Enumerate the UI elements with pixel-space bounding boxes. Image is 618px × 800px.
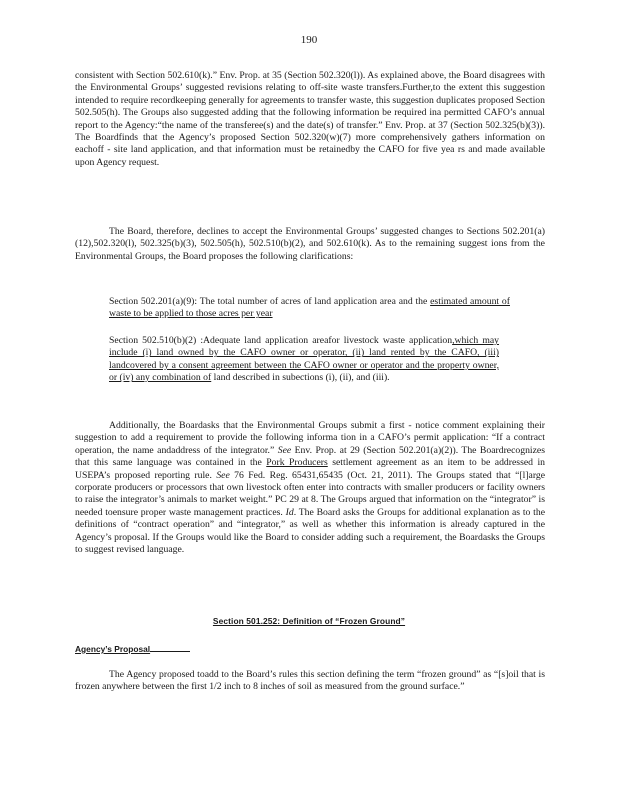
clarification-text: Section 502.510(b)(2) :Adequate land application areafor livestock waste application xyxy=(109,335,453,346)
clarification-added-text: estimated amount of waste to be applied to those acres per year xyxy=(109,296,510,320)
page-number: 190 xyxy=(300,34,318,46)
clarification-added-text: ,which may include (i) land owned by the CAFO owner or operator, (ii) land rented by the CAFO, (iii) landcovered by a consent agreement between the CAFO owner or operator and the property owner, or (iv) any combination of xyxy=(109,335,500,384)
clarification-text: Section 502.201(a)(9): The total number of acres of land application area and the xyxy=(109,296,431,307)
subheading-agency-proposal: Agency’s Proposal xyxy=(75,644,190,654)
citation-signal: See xyxy=(216,469,230,481)
text-run: Additionally, the Boardasks that the Environmental Groups submit a first - notice comment explaining their suggestion to add a requirement to provide the following informa tion in a CAFO’s permit application: “If a contract operation, the name andaddress of the integrator.” xyxy=(75,420,545,456)
text-run: 76 Fed. Reg. 65431,65435 (Oct. 21, 2011). The Groups stated that “[l]arge corporate producers or processors that own livestock often enter into contracts with smaller producers or facility owners to raise the integrator’s animals to market weight.” PC 29 at 8. The Groups argued that information on the “integrator” is needed toensure proper waste management practices. xyxy=(75,469,546,518)
clarification-tail-text: land described in subections (i), (ii), and (iii). xyxy=(211,372,390,384)
case-name: Pork Producers xyxy=(266,457,328,469)
text-run: . The Board asks the Groups for additional explanation as to the definitions of “contract operation” and “integrator,” as well as whether this information is already captured in the Agency’s proposal. If the Groups would like the Board to consider adding such a requirement, the Boardasks the Groups to suggest revised language. xyxy=(75,506,545,556)
text-run: settlement agreement as an item to be addressed in USEPA’s proposed reporting rule. xyxy=(75,457,545,481)
clarification-502-201 xyxy=(109,296,510,321)
text-run: Env. Prop. at 29 (Section 502.201(a)(2)). The Boardrecognizes that this same language was contained in the xyxy=(75,444,545,469)
section-heading: Section 501.252: Definition of “Frozen Ground” xyxy=(212,616,406,626)
paragraph-integrator xyxy=(75,420,545,556)
citation-signal: Id xyxy=(285,506,294,518)
citation-signal: See xyxy=(277,444,292,456)
paragraph-board-declines: The Board, therefore, declines to accept the Environmental Groups’ suggested changes to Sections 502.201(a)(12),502.320(l), 502.325(b)(3), 502.505(h), 502.510(b)(2), and 502.610(k). As to the remaining suggest ions from the Environmental Groups, the Board proposes the following clarifications: xyxy=(75,226,545,262)
clarification-502-510 xyxy=(109,335,499,385)
paragraph-transfer-records: consistent with Section 502.610(k).” Env. Prop. at 35 (Section 502.320(l)). As explained above, the Board disagrees with the Environmental Groups’ suggested revisions relating to off-site waste transfers.Further,to the extent this suggestion intended to require recordkeeping generally for agreements to transfer waste, this suggestion duplicates proposed Section 502.505(h). The Groups also suggested adding that the following information be required ina permitted CAFO’s annual report to the Agency:“the name of the transferee(s) and the date(s) of transfer.” Env. Prop. at 37 (Section 502.325(b)(3)). The Boardfinds that the Agency’s proposed Section 502.320(w)(7) more comprehensively gathers information on eachoff - site land application, and that information must be retainedby the CAFO for five yea rs and made available upon Agency request. xyxy=(75,70,545,168)
paragraph-frozen-ground: The Agency proposed toadd to the Board’s rules this section defining the term “frozen ground” as “[s]oil that is frozen anywhere between the first 1/2 inch to 8 inches of soil as measured from the ground surface.” xyxy=(75,669,545,693)
